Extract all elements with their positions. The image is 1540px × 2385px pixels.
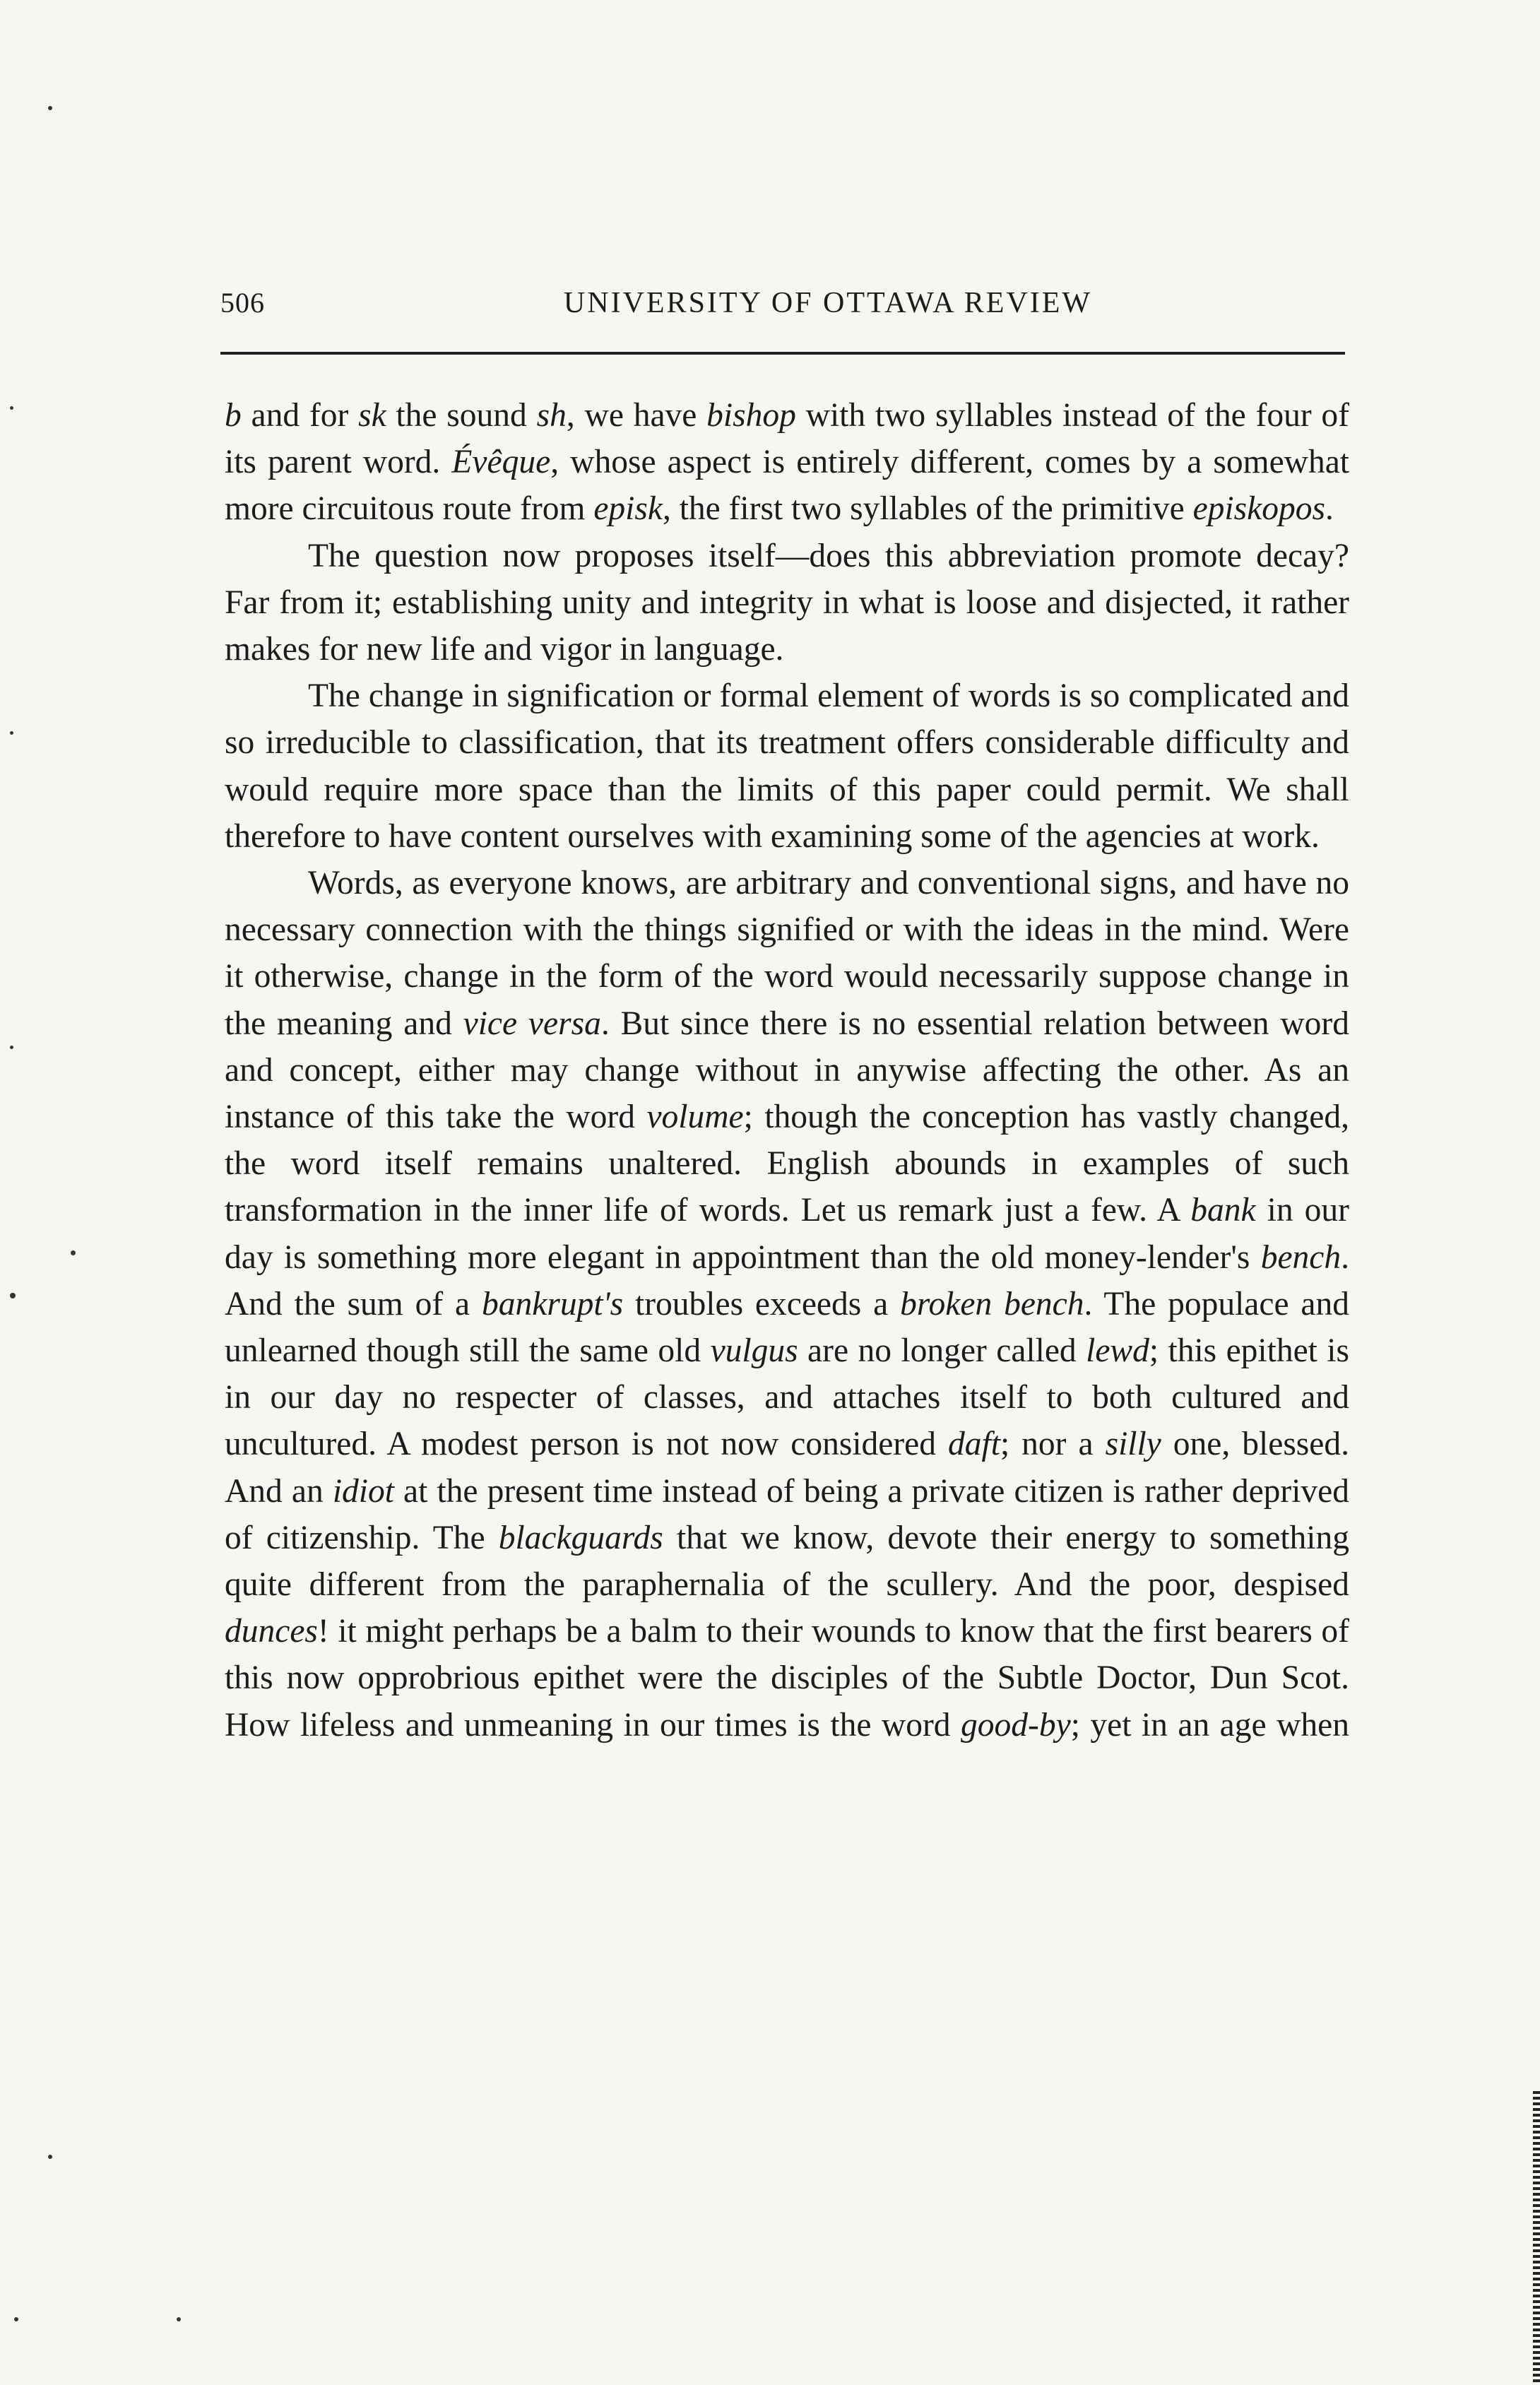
- header-rule: [220, 352, 1345, 355]
- italic-term: sk: [358, 397, 386, 434]
- body-text: [225, 392, 1349, 1748]
- italic-term: idiot: [332, 1472, 394, 1510]
- running-head: UNIVERSITY OF OTTAWA REVIEW: [563, 287, 1093, 319]
- italic-term: vulgus: [710, 1332, 798, 1370]
- italic-term: broken bench: [900, 1285, 1084, 1322]
- italic-term: bench: [1260, 1238, 1341, 1276]
- italic-term: sh: [536, 397, 567, 434]
- italic-term: b: [225, 397, 242, 434]
- scan-speck: [48, 2155, 52, 2159]
- scan-speck: [71, 1250, 76, 1255]
- italic-term: Évêque: [451, 444, 551, 481]
- scan-speck: [10, 731, 13, 735]
- paragraph: The change in signification or formal element of words is so complicated and so irreducible to classification, that its treatment offers considerable difficulty and would require more space than the limits of this paper could permit. We shall therefore to have content ourselves with examining some of the agencies at work.: [225, 677, 1349, 855]
- italic-term: silly: [1105, 1426, 1161, 1463]
- italic-term: episk: [593, 490, 663, 528]
- italic-term: bishop: [706, 397, 796, 434]
- page-header: [220, 286, 1345, 329]
- binding-edge: [1533, 2091, 1540, 2385]
- italic-term: good-by: [961, 1706, 1071, 1744]
- italic-term: bank: [1190, 1192, 1256, 1229]
- scan-speck: [48, 106, 52, 110]
- paragraph: The question now proposes itself—does this abbreviation promote decay? Far from it; establishing unity and integrity in what is loose and disjected, it rather makes for new life and vigor in language.: [225, 537, 1349, 668]
- italic-term: volume: [646, 1099, 744, 1136]
- scan-speck: [10, 406, 13, 410]
- italic-term: dunces: [225, 1613, 318, 1650]
- paragraph: Words, as everyone knows, are arbitrary and conventional signs, and have no necessary connection with the things signified or with the ideas in the mind. Were it otherwise, change in the form of the word would necessarily suppose change in the meaning and vice versa. But since there is no essential relation between word and concept, either may change without in anywise affecting the other. As an instance of this take the word volume; though the conception has vastly changed, the word itself remains unaltered. English abounds in examples of such transformation in the inner life of words. Let us remark just a few. A bank in our day is something more elegant in appointment than the old money-lender's bench. And the sum of a bankrupt's troubles exceeds a broken bench. The populace and unlearned though still the same old vulgus are no longer called lewd; this epithet is in our day no respecter of classes, and attaches itself to both cultured and uncultured. A modest person is not now considered daft; nor a silly one, blessed. And an idiot at the present time instead of being a private citizen is rather deprived of citizenship. The blackguards that we know, devote their energy to something quite different from the paraphernalia of the scullery. And the poor, despised dunces! it might perhaps be a balm to their wounds to know that the first bearers of this now opprobrious epithet were the disciples of the Subtle Doctor, Dun Scot. How lifeless and unmeaning in our times is the word good-by; yet in an age when: [225, 865, 1350, 1744]
- paragraph: b and for sk the sound sh, we have bishop with two syllables instead of the four of its parent word. Évêque, whose aspect is entirely different, comes by a somewhat more circuitous route from episk, the first two syllables of the primitive episkopos.: [225, 397, 1349, 528]
- italic-term: blackguards: [498, 1519, 663, 1556]
- italic-term: bankrupt's: [482, 1285, 624, 1322]
- scan-speck: [10, 1046, 13, 1049]
- scan-speck: [10, 1293, 16, 1298]
- italic-term: episkopos: [1192, 490, 1325, 528]
- italic-term: vice versa: [463, 1005, 601, 1042]
- page-number: 506: [220, 287, 265, 319]
- scan-speck: [14, 2317, 18, 2321]
- italic-term: daft: [948, 1426, 1000, 1463]
- italic-term: lewd: [1086, 1332, 1149, 1370]
- scan-speck: [177, 2317, 181, 2321]
